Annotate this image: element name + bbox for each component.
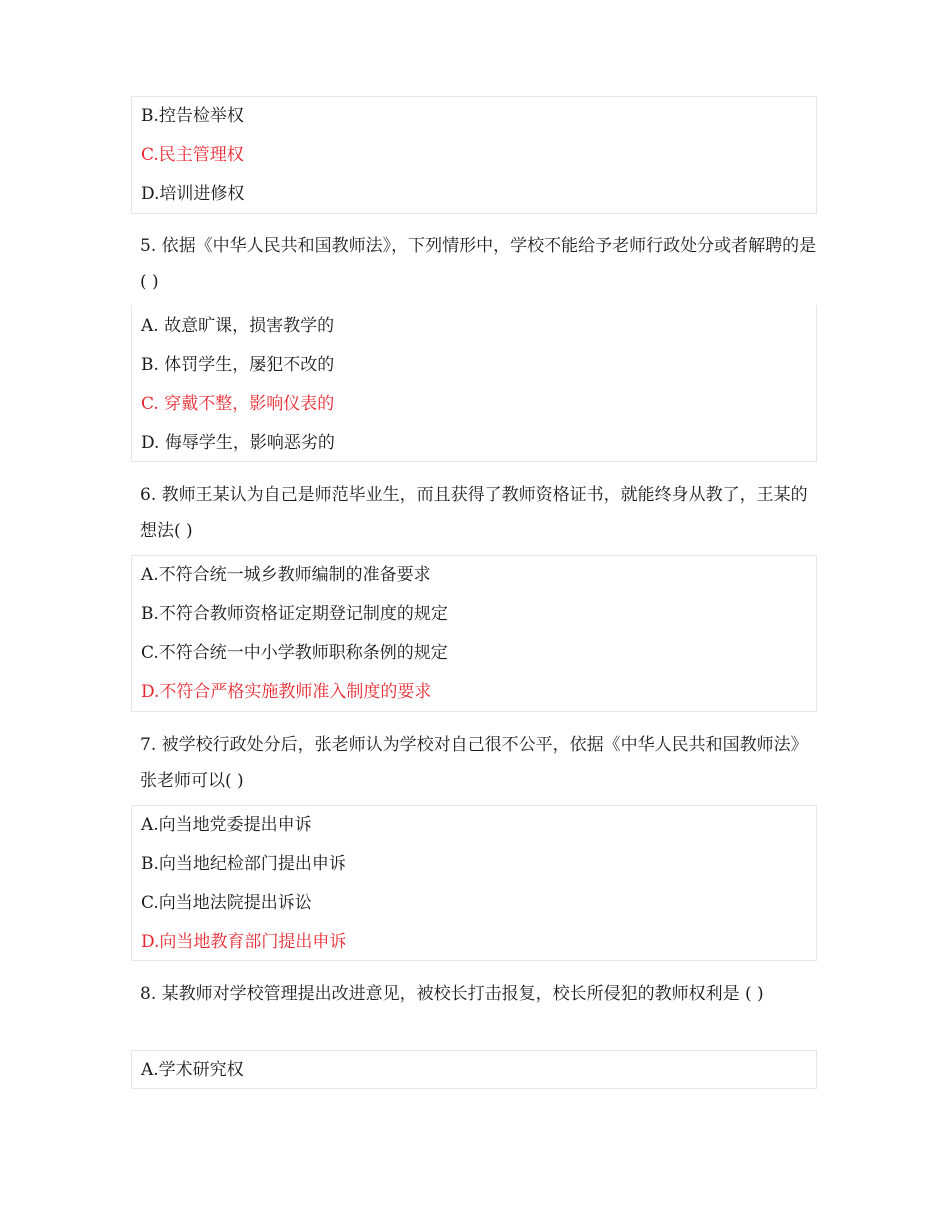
options-box-q6 [131, 555, 817, 712]
option-a: A. 故意旷课，损害教学的 [141, 316, 335, 336]
option-d: D.培训进修权 [141, 184, 245, 204]
question-8: 8. 某教师对学校管理提出改进意见，被校长打击报复，校长所侵犯的教师权利是 ( ) [140, 984, 764, 1004]
option-c-correct: C. 穿戴不整，影响仪表的 [141, 394, 335, 414]
option-b: B.控告检举权 [141, 106, 244, 126]
option-a: A.向当地党委提出申诉 [141, 815, 312, 835]
options-box-q8 [131, 1050, 817, 1089]
option-c: C.向当地法院提出诉讼 [141, 893, 312, 913]
options-box-q5 [131, 305, 817, 462]
options-box-q7 [131, 805, 817, 961]
option-d-correct: D.不符合严格实施教师准入制度的要求 [141, 682, 432, 702]
option-a: A.不符合统一城乡教师编制的准备要求 [141, 565, 431, 585]
option-a: A.学术研究权 [141, 1060, 244, 1080]
option-b: B.向当地纪检部门提出申诉 [141, 854, 346, 874]
option-b: B.不符合教师资格证定期登记制度的规定 [141, 604, 448, 624]
question-5: 5. 依据《中华人民共和国教师法》，下列情形中，学校不能给予老师行政处分或者解聘的是( ) [140, 236, 817, 292]
question-7: 7. 被学校行政处分后，张老师认为学校对自己很不公平，依据《中华人民共和国教师法》张老师可以( ) [140, 735, 808, 791]
options-box-q4 [131, 96, 817, 214]
option-b: B. 体罚学生，屡犯不改的 [141, 355, 335, 375]
option-d: D. 侮辱学生，影响恶劣的 [141, 433, 335, 453]
question-6: 6. 教师王某认为自己是师范毕业生，而且获得了教师资格证书，就能终身从教了，王某的想法( ) [140, 485, 808, 541]
option-c: C.不符合统一中小学教师职称条例的规定 [141, 643, 448, 663]
option-d-correct: D.向当地教育部门提出申诉 [141, 932, 347, 952]
option-c-correct: C.民主管理权 [141, 145, 244, 165]
